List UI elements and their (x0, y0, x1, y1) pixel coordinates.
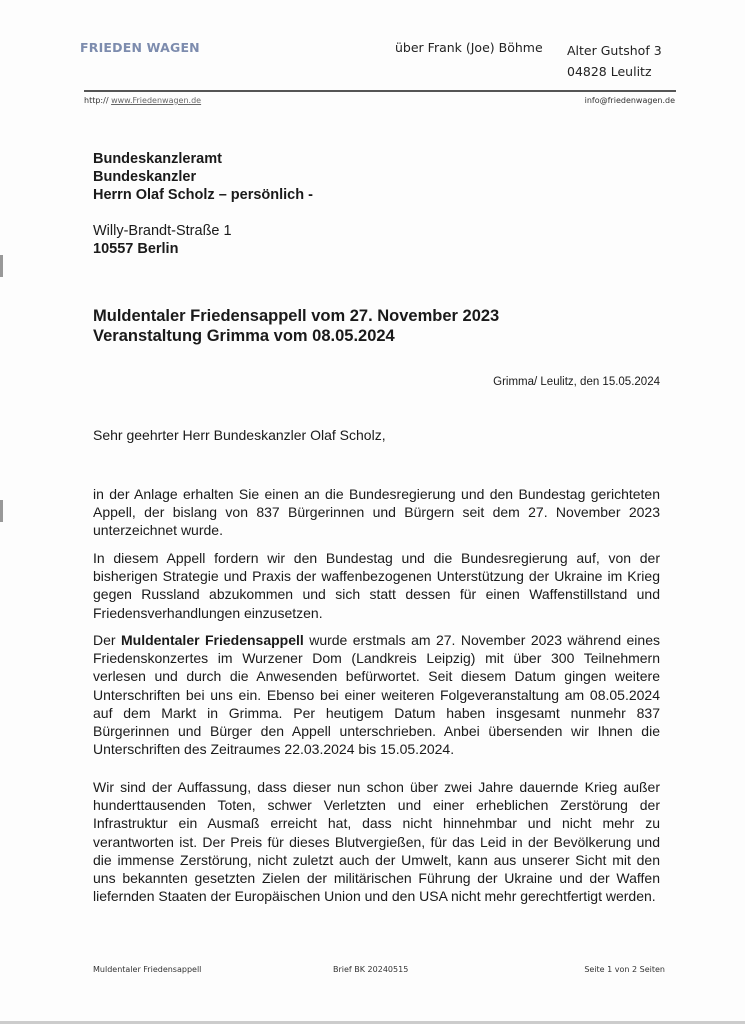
website-link[interactable]: www.Friedenwagen.de (111, 96, 202, 105)
letterhead-via: über Frank (Joe) Böhme (395, 40, 543, 55)
letterhead-divider (84, 90, 676, 92)
body-paragraph-2: In diesem Appell fordern wir den Bundestag und die Bundesregierung auf, von der bisherigen Strategie und Praxis der waffenbezogenen Unterstützung der Ukraine im Krieg gegen Russland abzukommen und sich statt dessen für einen Waffenstillstand und Friedensverhandlungen einzusetzen. (93, 550, 660, 621)
scan-edge-mark (0, 255, 3, 277)
footer-left: Muldentaler Friedensappell (93, 965, 202, 974)
letterhead-address-line1: Alter Gutshof 3 (567, 43, 662, 58)
body-paragraph-1: in der Anlage erhalten Sie einen an die Bundesregierung und den Bundestag gerichteten Appell, der bislang von 837 Bürgerinnen und Bürgern seit dem 27. November 2023 unterzeichnet wurde. (93, 486, 660, 539)
recipient-block (93, 150, 313, 204)
body-paragraph-4: Wir sind der Auffassung, dass dieser nun schon über zwei Jahre dauernde Krieg außer hunderttausenden Toten, schwer Verletzten und einer erheblichen Zerstörung der Infrastruktur ein Ausmaß erreicht hat, dass nicht hinnehmbar und nicht mehr zu verantworten ist. Der Preis für dieses Blutvergießen, für das Leid in der Bevölkerung und die immense Zerstörung, nicht zuletzt auch der Umwelt, kann aus unserer Sicht mit den uns bekannten gesetzten Zielen der militärischen Führung der Ukraine und der Waffen liefernden Staaten der Europäischen Union und den USA nicht mehr gerechtfertigt werden. (93, 779, 660, 905)
footer-center: Brief BK 20240515 (333, 965, 409, 974)
letterhead-brand: FRIEDEN WAGEN (80, 40, 200, 55)
salutation: Sehr geehrter Herr Bundeskanzler Olaf Scholz, (93, 427, 386, 443)
footer-page-number: Seite 1 von 2 Seiten (584, 965, 665, 974)
p3-lead: Der (93, 632, 121, 648)
letterhead-address-line2: 04828 Leulitz (567, 64, 652, 79)
subject-line1: Muldentaler Friedensappell vom 27. November 2023 (93, 307, 500, 325)
recipient-city: 10557 Berlin (93, 241, 179, 257)
letterhead-address (567, 40, 662, 82)
scan-edge-mark (0, 500, 3, 522)
recipient-line3: Herrn Olaf Scholz – persönlich - (93, 187, 313, 203)
letterhead-email[interactable]: info@friedenwagen.de (584, 96, 675, 105)
p3-rest: wurde erstmals am 27. November 2023 während eines Friedenskonzertes im Wurzener Dom (Landkreis Leipzig) mit über 300 Teilnehmern verlesen und durch die Anwesenden befürwortet. Seit diesem Datum gingen weitere Unterschriften bei uns ein. Ebenso bei einer weiteren Folgeveranstaltung am 08.05.2024 auf dem Markt in Grimma. Per heutigem Datum haben insgesamt nunmehr 837 Bürgerinnen und Bürger den Appell unterschrieben. Anbei übersenden wir Ihnen die Unterschriften des Zeitraumes 22.03.2024 bis 15.05.2024. (93, 632, 660, 758)
p3-bold-appeal-name: Muldentaler Friedensappell (120, 632, 304, 648)
recipient-street: Willy-Brandt-Straße 1 (93, 223, 232, 239)
date-line: Grimma/ Leulitz, den 15.05.2024 (493, 376, 660, 388)
body-paragraph-3 (93, 631, 660, 758)
letterhead-website (84, 96, 201, 105)
subject-block (93, 306, 499, 346)
recipient-address (93, 222, 232, 258)
website-prefix: http:// (84, 96, 109, 105)
recipient-line1: Bundeskanzleramt (93, 151, 222, 167)
recipient-line2: Bundeskanzler (93, 169, 197, 185)
subject-line2: Veranstaltung Grimma vom 08.05.2024 (93, 327, 395, 345)
